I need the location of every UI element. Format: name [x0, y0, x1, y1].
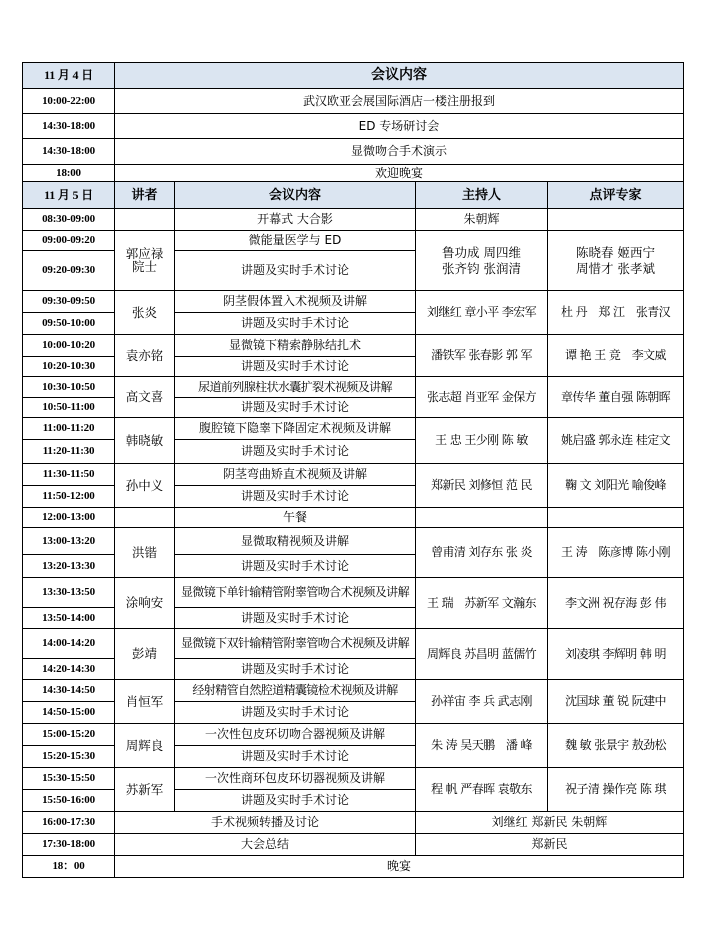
time-cell: 15:20-15:30 — [23, 746, 115, 768]
content-cell: 经射精管自然腔道精囊镜检术视频及讲解 — [175, 680, 416, 702]
agenda-table — [22, 62, 684, 878]
content-cell: 显微镜下精索静脉结扎术 — [175, 335, 416, 357]
content-cell: 显微取精视频及讲解 — [175, 528, 416, 555]
host-cell: 孙祥宙 李 兵 武志刚 — [416, 680, 548, 724]
time-cell: 09:50-10:00 — [23, 313, 115, 335]
expert-cell: 鞠 文 刘阳光 喻俊峰 — [548, 464, 684, 508]
speaker-cell: 彭靖 — [115, 629, 175, 680]
time-cell: 10:00-10:20 — [23, 335, 115, 357]
speaker-cell: 苏新军 — [115, 768, 175, 812]
expert-cell: 祝子清 操作亮 陈 琪 — [548, 768, 684, 812]
content-cell: 讲题及实时手术讨论 — [175, 357, 416, 377]
time-cell: 08:30-09:00 — [23, 209, 115, 231]
host-header: 主持人 — [416, 182, 548, 209]
content-cell: 阴茎假体置入术视频及讲解 — [175, 291, 416, 313]
time-cell: 11:50-12:00 — [23, 486, 115, 508]
content-cell: 讲题及实时手术讨论 — [175, 313, 416, 335]
content-cell: 阴茎弯曲矫直术视频及讲解 — [175, 464, 416, 486]
expert-cell — [548, 209, 684, 231]
speaker-cell — [115, 508, 175, 528]
speaker-header: 讲者 — [115, 182, 175, 209]
expert-cell: 魏 敏 张景宇 敖劲松 — [548, 724, 684, 768]
speaker-cell: 涂响安 — [115, 578, 175, 629]
expert-header: 点评专家 — [548, 182, 684, 209]
content-cell: 武汉欧亚会展国际酒店一楼注册报到 — [115, 89, 684, 114]
content-cell: 讲题及实时手术讨论 — [175, 440, 416, 464]
time-cell: 13:30-13:50 — [23, 578, 115, 608]
time-cell: 15:00-15:20 — [23, 724, 115, 746]
speaker-cell: 郭应禄 院士 — [115, 231, 175, 291]
time-cell: 14:30-18:00 — [23, 139, 115, 165]
content-cell: 腹腔镜下隐睾下降固定术视频及讲解 — [175, 418, 416, 440]
speaker-cell: 袁亦铭 — [115, 335, 175, 377]
expert-cell: 陈晓春 姬西宁 周惜才 张孝斌 — [548, 231, 684, 291]
expert-cell: 刘凌琪 李辉明 韩 明 — [548, 629, 684, 680]
speaker-cell: 高文喜 — [115, 377, 175, 418]
time-cell: 18：00 — [23, 856, 115, 878]
time-cell: 13:00-13:20 — [23, 528, 115, 555]
time-cell: 11:00-11:20 — [23, 418, 115, 440]
content-header: 会议内容 — [175, 182, 416, 209]
expert-cell: 王 涛 陈彦博 陈小刚 — [548, 528, 684, 578]
host-cell: 朱 涛 吴天鹏 潘 峰 — [416, 724, 548, 768]
host-cell: 鲁功成 周四维 张齐钧 张润清 — [416, 231, 548, 291]
speaker-cell: 周辉良 — [115, 724, 175, 768]
time-cell: 14:50-15:00 — [23, 702, 115, 724]
host-cell: 刘继红 章小平 李宏军 — [416, 291, 548, 335]
speaker-cell — [115, 209, 175, 231]
content-cell: 讲题及实时手术讨论 — [175, 486, 416, 508]
content-cell: 开幕式 大合影 — [175, 209, 416, 231]
time-cell: 10:30-10:50 — [23, 377, 115, 398]
time-cell: 10:50-11:00 — [23, 398, 115, 418]
speaker-cell: 韩晓敏 — [115, 418, 175, 464]
speaker-cell: 孙中义 — [115, 464, 175, 508]
host-cell — [416, 508, 548, 528]
time-cell: 14:30-14:50 — [23, 680, 115, 702]
time-cell: 09:30-09:50 — [23, 291, 115, 313]
content-cell: 讲题及实时手术讨论 — [175, 608, 416, 629]
day1-header: 会议内容 — [115, 63, 684, 89]
content-cell: 一次性商环包皮环切器视频及讲解 — [175, 768, 416, 790]
people-cell: 郑新民 — [416, 834, 684, 856]
content-cell: 大会总结 — [115, 834, 416, 856]
time-cell: 15:30-15:50 — [23, 768, 115, 790]
time-cell: 17:30-18:00 — [23, 834, 115, 856]
time-cell: 11:30-11:50 — [23, 464, 115, 486]
expert-cell: 谭 艳 王 竞 李文威 — [548, 335, 684, 377]
expert-cell: 姚启盛 郭永连 桂定文 — [548, 418, 684, 464]
speaker-cell: 张炎 — [115, 291, 175, 335]
time-cell: 14:00-14:20 — [23, 629, 115, 659]
day2-date: 11 月 5 日 — [23, 182, 115, 209]
host-cell: 张志超 肖亚军 金保方 — [416, 377, 548, 418]
time-cell: 16:00-17:30 — [23, 812, 115, 834]
content-cell: 显微镜下单针输精管附睾管吻合术视频及讲解 — [175, 578, 416, 608]
time-cell: 10:00-22:00 — [23, 89, 115, 114]
expert-cell: 杜 丹 郑 江 张青汉 — [548, 291, 684, 335]
time-cell: 12:00-13:00 — [23, 508, 115, 528]
time-cell: 13:50-14:00 — [23, 608, 115, 629]
content-cell: 讲题及实时手术讨论 — [175, 251, 416, 291]
content-cell: 欢迎晚宴 — [115, 165, 684, 182]
host-cell: 周辉良 苏昌明 蓝儒竹 — [416, 629, 548, 680]
content-cell: 讲题及实时手术讨论 — [175, 746, 416, 768]
content-cell: 讲题及实时手术讨论 — [175, 790, 416, 812]
host-cell: 曾甫清 刘存东 张 炎 — [416, 528, 548, 578]
speaker-cell: 洪锴 — [115, 528, 175, 578]
time-cell: 09:20-09:30 — [23, 251, 115, 291]
content-cell: 显微镜下双针输精管附睾管吻合术视频及讲解 — [175, 629, 416, 659]
host-cell: 郑新民 刘修恒 范 民 — [416, 464, 548, 508]
people-cell: 刘继红 郑新民 朱朝辉 — [416, 812, 684, 834]
host-cell: 王 瑞 苏新军 文瀚东 — [416, 578, 548, 629]
content-cell: 一次性包皮环切吻合器视频及讲解 — [175, 724, 416, 746]
time-cell: 09:00-09:20 — [23, 231, 115, 251]
time-cell: 13:20-13:30 — [23, 555, 115, 578]
time-cell: 18:00 — [23, 165, 115, 182]
expert-cell: 沈国球 董 锐 阮建中 — [548, 680, 684, 724]
content-cell: 讲题及实时手术讨论 — [175, 702, 416, 724]
content-cell: 微能量医学与 ED — [175, 231, 416, 251]
expert-cell: 章传华 董自强 陈朝晖 — [548, 377, 684, 418]
content-cell: 手术视频转播及讨论 — [115, 812, 416, 834]
content-cell: 尿道前列腺柱状水囊扩裂术视频及讲解 — [175, 377, 416, 398]
host-cell: 朱朝辉 — [416, 209, 548, 231]
host-cell: 潘铁军 张春影 郭 军 — [416, 335, 548, 377]
content-cell: 显微吻合手术演示 — [115, 139, 684, 165]
host-cell: 王 忠 王少刚 陈 敏 — [416, 418, 548, 464]
time-cell: 14:20-14:30 — [23, 659, 115, 680]
content-cell: ED 专场研讨会 — [115, 114, 684, 139]
time-cell: 11:20-11:30 — [23, 440, 115, 464]
content-cell: 晚宴 — [115, 856, 684, 878]
content-cell: 讲题及实时手术讨论 — [175, 398, 416, 418]
host-cell: 程 帆 严春晖 袁敬东 — [416, 768, 548, 812]
time-cell: 15:50-16:00 — [23, 790, 115, 812]
content-cell: 讲题及实时手术讨论 — [175, 659, 416, 680]
content-cell: 讲题及实时手术讨论 — [175, 555, 416, 578]
speaker-cell: 肖恒军 — [115, 680, 175, 724]
time-cell: 10:20-10:30 — [23, 357, 115, 377]
expert-cell: 李文洲 祝存海 彭 伟 — [548, 578, 684, 629]
time-cell: 14:30-18:00 — [23, 114, 115, 139]
content-cell: 午餐 — [175, 508, 416, 528]
expert-cell — [548, 508, 684, 528]
day1-date: 11 月 4 日 — [23, 63, 115, 89]
